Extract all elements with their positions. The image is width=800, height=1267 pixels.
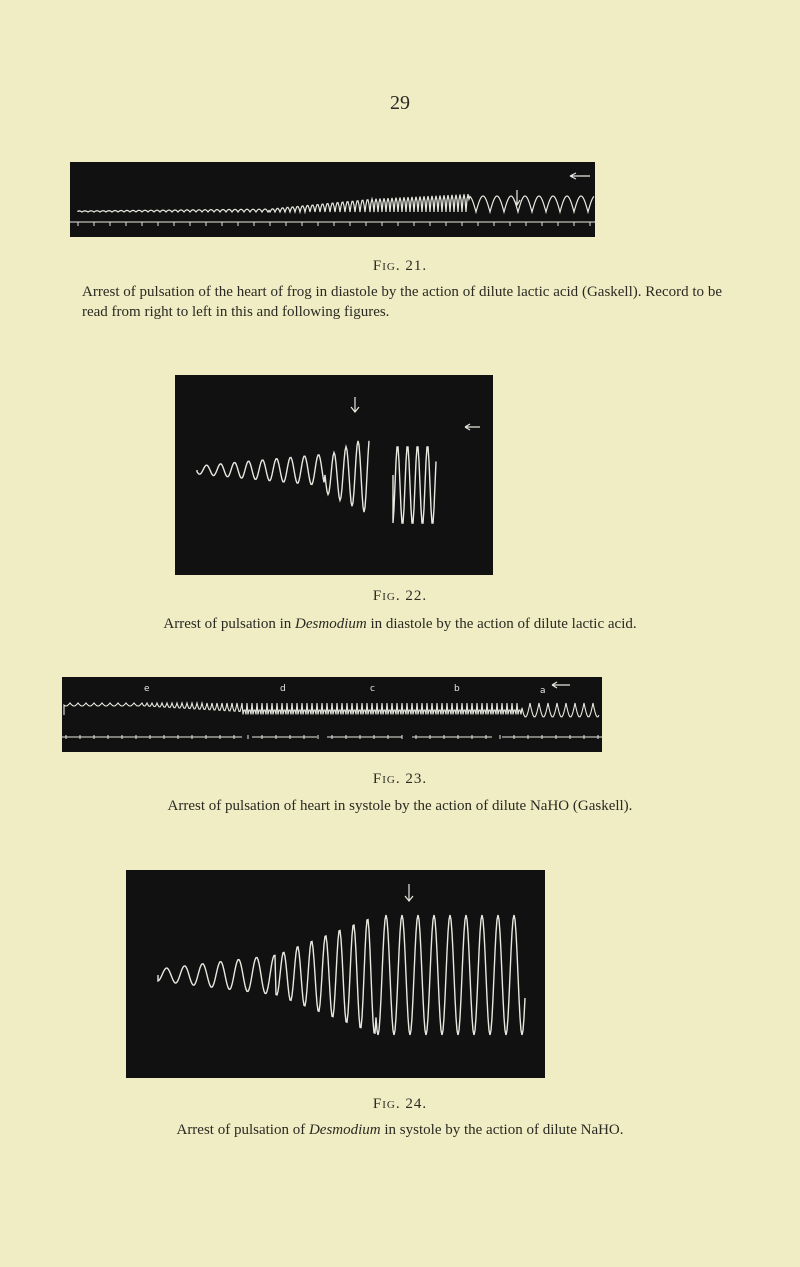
pulsation-trace	[197, 441, 436, 523]
trace-label-d: d	[280, 684, 286, 694]
species-name: Desmodium	[308, 1122, 381, 1138]
trace-label-e: e	[144, 684, 150, 694]
figure-22-caption: Fig. 22.	[372, 588, 428, 604]
figure-24-trace	[126, 870, 545, 1078]
page-number: 29	[390, 92, 410, 114]
trace-label-a: a	[540, 686, 546, 696]
trace-label-b: b	[454, 684, 460, 694]
time-marker-line	[70, 222, 595, 226]
stimulus-arrow-icon	[351, 397, 359, 412]
figure-24-caption: Fig. 24.	[372, 1096, 428, 1112]
species-name: Desmodium	[295, 616, 367, 632]
direction-arrow-icon	[552, 682, 570, 688]
figure-21-description: Arrest of pulsation of the heart of frog in diastole by the action of dilute lactic acid (Gaskell). Record to be read from right to left in this and following figures.	[82, 284, 722, 320]
pulsation-trace	[158, 915, 525, 1035]
figure-24-description: Arrest of pulsation of Desmodium in systole by the action of dilute NaHO.	[176, 1122, 624, 1138]
direction-arrow-icon	[570, 173, 590, 179]
figure-21-caption: Fig. 21.	[372, 258, 428, 274]
figure-22-description: Arrest of pulsation in Desmodium in diastole by the action of dilute lactic acid.	[163, 616, 637, 632]
direction-arrow-icon	[465, 424, 480, 430]
time-marker-line	[62, 735, 602, 739]
figure-23-caption: Fig. 23.	[372, 771, 428, 787]
figure-23-description: Arrest of pulsation of heart in systole by the action of dilute NaHO (Gaskell).	[167, 798, 633, 814]
figure-22-trace	[175, 375, 493, 575]
figure-23-trace	[62, 677, 602, 752]
figure-21-trace	[70, 162, 595, 237]
trace-label-c: c	[370, 684, 375, 694]
stimulus-arrow-icon	[405, 884, 413, 901]
pulsation-trace	[64, 703, 599, 717]
